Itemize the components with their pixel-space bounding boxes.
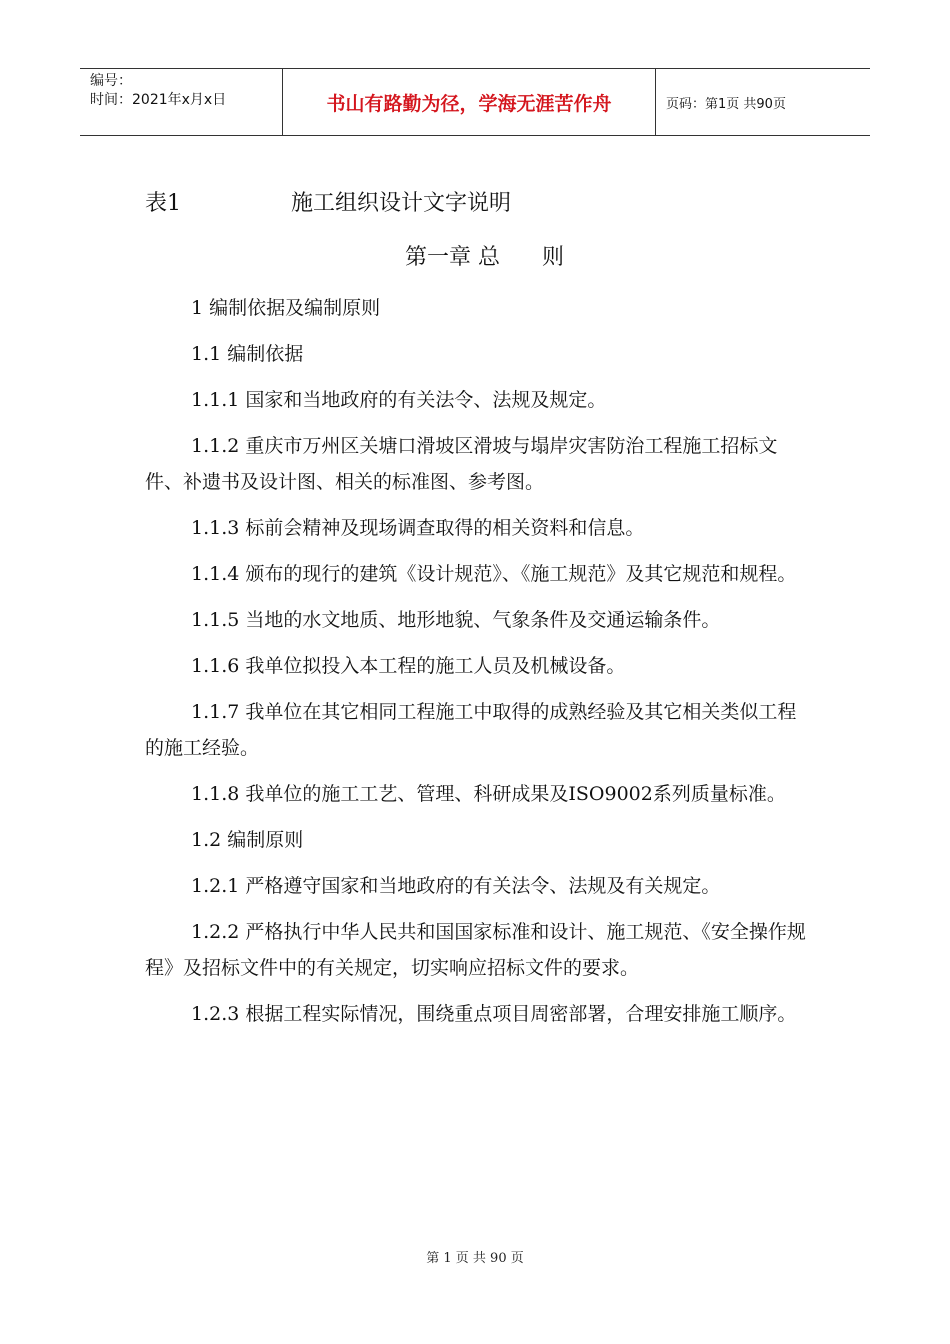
table-number: 表1 [145,191,181,216]
header-meta [80,69,282,135]
paragraph: 1.1.8 我单位的施工工艺、管理、科研成果及ISO9002系列质量标准。 [191,783,786,805]
paragraph: 1 编制依据及编制原则 [191,297,381,319]
paragraph: 1.1.7 我单位在其它相同工程施工中取得的成熟经验及其它相关类似工程的施工经验。 [145,701,797,759]
chapter-heading: 第一章 总 则 [405,245,564,270]
paragraph: 1.1.6 我单位拟投入本工程的施工人员及机械设备。 [191,655,626,677]
paragraph: 1.1.5 当地的水文地质、地形地貌、气象条件及交通运输条件。 [191,609,721,631]
paragraph: 1.2.3 根据工程实际情况，围绕重点项目周密部署，合理安排施工顺序。 [191,1003,797,1025]
title-text: 施工组织设计文字说明 [291,191,512,216]
page-footer: 第 1 页 共 90 页 [426,1251,524,1266]
paragraph: 1.2.1 严格遵守国家和当地政府的有关法令、法规及有关规定。 [191,875,721,897]
paragraph: 1.1 编制依据 [191,343,304,365]
document-title [145,186,511,217]
paragraph: 1.2.2 严格执行中华人民共和国国家标准和设计、施工规范、《安全操作规程》及招标文件中的有关规定，切实响应招标文件的要求。 [145,921,806,979]
header-motto: 书山有路勤为径，学海无涯苦作舟 [282,69,656,135]
header-page-info: 页码：第1页 共90页 [666,96,786,112]
document-header [80,68,870,136]
number-label: 编号： [90,73,132,89]
paragraph: 1.1.2 重庆市万州区关塘口滑坡区滑坡与塌岸灾害防治工程施工招标文件、补遗书及设计图、相关的标准图、参考图。 [145,435,778,493]
body-text [145,290,810,1042]
paragraph: 1.1.4 颁布的现行的建筑《设计规范》、《施工规范》及其它规范和规程。 [191,563,797,585]
date-label: 时间：2021年x月x日 [90,92,227,108]
paragraph: 1.2 编制原则 [191,829,304,851]
paragraph: 1.1.3 标前会精神及现场调查取得的相关资料和信息。 [191,517,645,539]
paragraph: 1.1.1 国家和当地政府的有关法令、法规及规定。 [191,389,607,411]
